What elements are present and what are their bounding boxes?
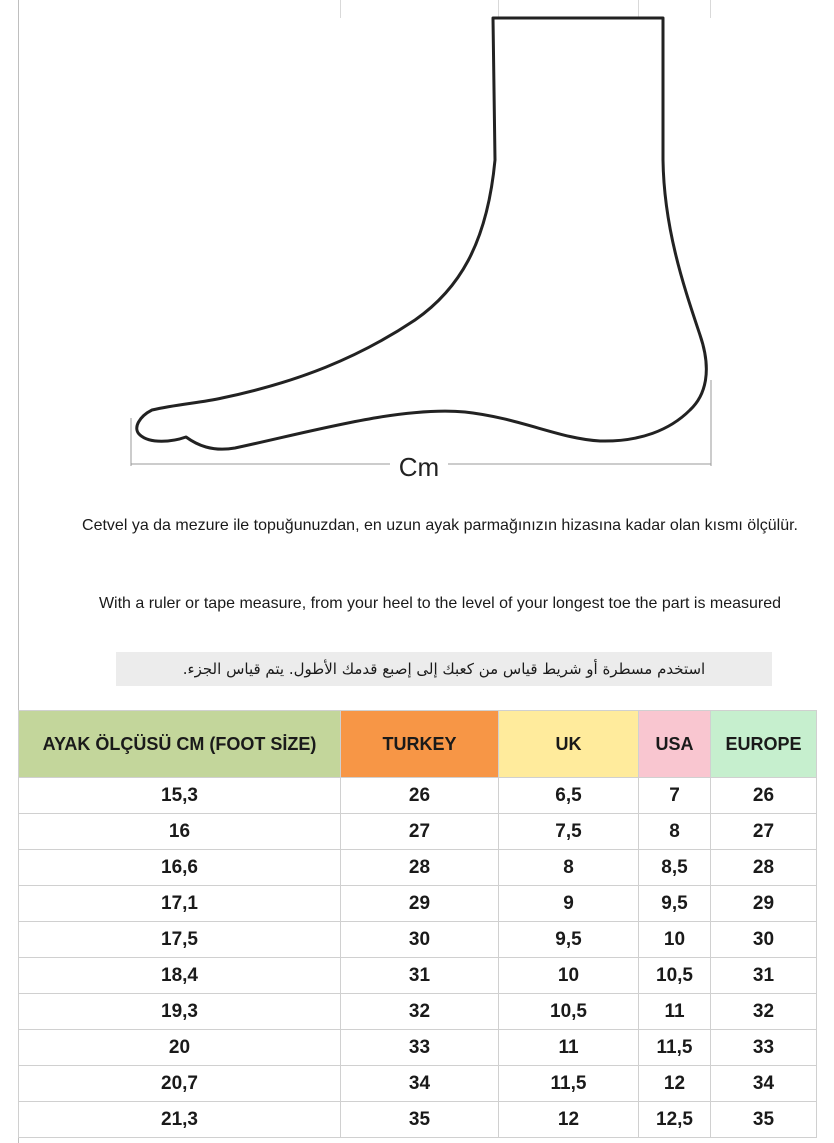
cell-europe: 26 [711,778,817,814]
cell-foot-size: 15,3 [19,778,341,814]
cell-turkey: 28 [341,850,499,886]
cell-foot-size: 18,4 [19,958,341,994]
header-uk: UK [499,711,639,778]
cell-uk: 8 [499,850,639,886]
cell-usa: 12,5 [639,1102,711,1138]
cell-usa: 9,5 [639,886,711,922]
foot-illustration [0,0,834,500]
cell-usa: 10 [639,922,711,958]
cell-foot-size: 20 [19,1030,341,1066]
cell-turkey: 29 [341,886,499,922]
cell-turkey: 26 [341,778,499,814]
foot-outline [137,18,707,449]
table-row [19,1102,817,1138]
cell-foot-size: 17,1 [19,886,341,922]
cell-turkey: 31 [341,958,499,994]
cell-europe: 27 [711,814,817,850]
table-row [19,850,817,886]
table-header-row [19,711,817,778]
instruction-english: With a ruler or tape measure, from your heel to the level of your longest toe the part is measured [98,595,782,612]
cell-usa: 7 [639,778,711,814]
cell-uk: 12 [499,1102,639,1138]
table-row [19,1030,817,1066]
cell-uk: 9,5 [499,922,639,958]
cell-uk: 7,5 [499,814,639,850]
cell-usa: 8 [639,814,711,850]
cell-usa: 11 [639,994,711,1030]
cell-turkey: 34 [341,1066,499,1102]
header-europe: EUROPE [711,711,817,778]
cell-uk: 9 [499,886,639,922]
cell-uk: 11 [499,1030,639,1066]
table-row [19,778,817,814]
cell-turkey: 32 [341,994,499,1030]
cell-uk: 6,5 [499,778,639,814]
cell-europe: 34 [711,1066,817,1102]
measure-label: Cm [398,452,440,482]
cell-europe: 31 [711,958,817,994]
cell-foot-size: 16,6 [19,850,341,886]
cell-usa: 10,5 [639,958,711,994]
cell-turkey: 35 [341,1102,499,1138]
size-chart-table [18,710,817,1138]
table-row [19,922,817,958]
table-row [19,1066,817,1102]
instruction-turkish: Cetvel ya da mezure ile topuğunuzdan, en uzun ayak parmağınızın hizasına kadar olan kısmı ölçülür. [82,517,798,534]
cell-turkey: 33 [341,1030,499,1066]
table-row [19,886,817,922]
header-turkey: TURKEY [341,711,499,778]
cell-turkey: 30 [341,922,499,958]
cell-foot-size: 16 [19,814,341,850]
cell-foot-size: 20,7 [19,1066,341,1102]
cell-europe: 29 [711,886,817,922]
header-foot-size: AYAK ÖLÇÜSÜ CM (FOOT SİZE) [19,711,341,778]
table-row [19,994,817,1030]
header-usa: USA [639,711,711,778]
cell-uk: 10 [499,958,639,994]
cell-europe: 30 [711,922,817,958]
table-row [19,958,817,994]
cell-europe: 35 [711,1102,817,1138]
cell-turkey: 27 [341,814,499,850]
cell-foot-size: 19,3 [19,994,341,1030]
table-row [19,814,817,850]
cell-foot-size: 21,3 [19,1102,341,1138]
cell-europe: 33 [711,1030,817,1066]
cell-europe: 28 [711,850,817,886]
instruction-arabic: استخدم مسطرة أو شريط قياس من كعبك إلى إصبع قدمك الأطول. يتم قياس الجزء. [116,652,772,686]
cell-usa: 8,5 [639,850,711,886]
cell-uk: 10,5 [499,994,639,1030]
cell-usa: 11,5 [639,1030,711,1066]
cell-foot-size: 17,5 [19,922,341,958]
cell-europe: 32 [711,994,817,1030]
cell-usa: 12 [639,1066,711,1102]
cell-uk: 11,5 [499,1066,639,1102]
